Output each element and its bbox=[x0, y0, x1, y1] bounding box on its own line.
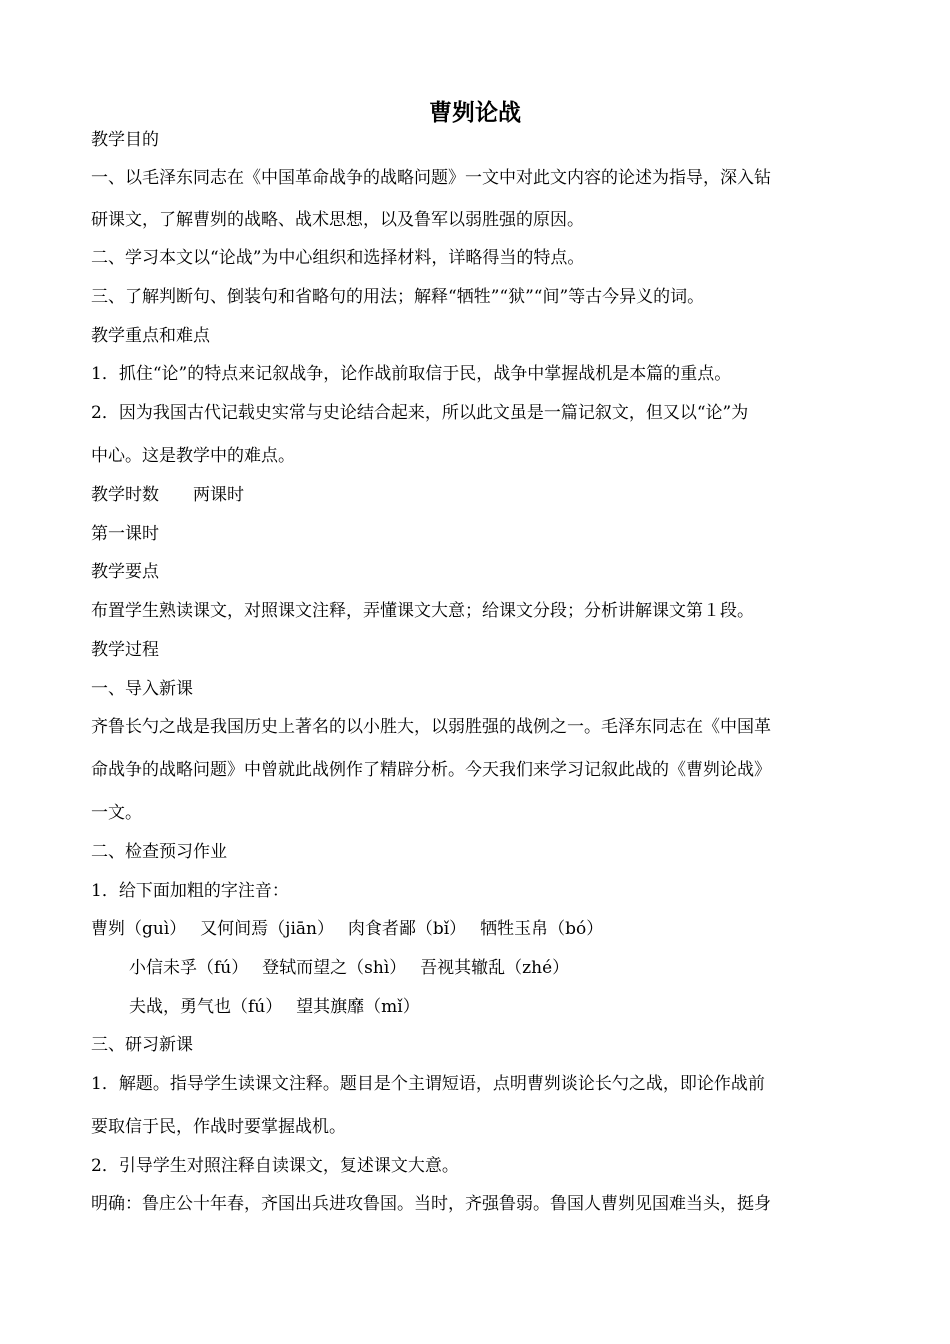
paragraph-line: 命战争的战略问题》中曾就此战例作了精辟分析。今天我们来学习记叙此战的《曹刿论战》 bbox=[91, 760, 771, 780]
paragraph-line: 2．引导学生对照注释自读课文，复述课文大意。 bbox=[91, 1156, 459, 1176]
paragraph-line: 1．抓住“论”的特点来记叙战争，论作战前取信于民，战争中掌握战机是本篇的重点。 bbox=[91, 364, 732, 384]
paragraph-line: 要取信于民，作战时要掌握战机。 bbox=[91, 1117, 346, 1137]
paragraph-line: 三、了解判断句、倒装句和省略句的用法；解释“牺牲”“狱”“间”等古今异义的词。 bbox=[91, 287, 705, 307]
paragraph-line: 一、以毛泽东同志在《中国革命战争的战略问题》一文中对此文内容的论述为指导，深入钻 bbox=[91, 168, 771, 188]
section-heading-process: 教学过程 bbox=[91, 640, 159, 660]
section-heading-lesson-points: 教学要点 bbox=[91, 562, 159, 582]
subsection-heading: 二、检查预习作业 bbox=[91, 842, 227, 862]
paragraph-line: 中心。这是教学中的难点。 bbox=[91, 446, 295, 466]
pinyin-line: 曹刿（guì） 又何间焉（jiān） 肉食者鄙（bǐ） 牺牲玉帛（bó） bbox=[91, 919, 604, 939]
section-heading-hours: 教学时数 两课时 bbox=[91, 485, 244, 505]
subsection-heading: 一、导入新课 bbox=[91, 679, 193, 699]
paragraph-line: 2．因为我国古代记载史实常与史论结合起来，所以此文虽是一篇记叙文，但又以“论”为 bbox=[91, 403, 749, 423]
section-heading-first-lesson: 第一课时 bbox=[91, 524, 159, 544]
paragraph-line: 布置学生熟读课文，对照课文注释，弄懂课文大意；给课文分段；分析讲解课文第１段。 bbox=[91, 601, 754, 621]
paragraph-line: 齐鲁长勺之战是我国历史上著名的以小胜大，以弱胜强的战例之一。毛泽东同志在《中国革 bbox=[91, 717, 771, 737]
paragraph-line: 二、学习本文以“论战”为中心组织和选择材料，详略得当的特点。 bbox=[91, 248, 585, 268]
paragraph-line: 1．解题。指导学生读课文注释。题目是个主谓短语，点明曹刿谈论长勺之战，即论作战前 bbox=[91, 1074, 765, 1094]
section-heading-key-points: 教学重点和难点 bbox=[91, 326, 210, 346]
pinyin-line: 小信未孚（fú） 登轼而望之（shì） 吾视其辙乱（zhé） bbox=[129, 958, 570, 978]
paragraph-line: 研课文，了解曹刿的战略、战术思想，以及鲁军以弱胜强的原因。 bbox=[91, 210, 584, 230]
document-title: 曹刿论战 bbox=[429, 100, 521, 126]
paragraph-line: 一文。 bbox=[91, 803, 142, 823]
section-heading-objectives: 教学目的 bbox=[91, 130, 159, 150]
paragraph-line: 1．给下面加粗的字注音： bbox=[91, 881, 289, 901]
pinyin-line: 夫战，勇气也（fú） 望其旗靡（mǐ） bbox=[129, 997, 420, 1017]
paragraph-line: 明确：鲁庄公十年春，齐国出兵进攻鲁国。当时，齐强鲁弱。鲁国人曹刿见国难当头，挺身 bbox=[91, 1194, 771, 1214]
subsection-heading: 三、研习新课 bbox=[91, 1035, 193, 1055]
